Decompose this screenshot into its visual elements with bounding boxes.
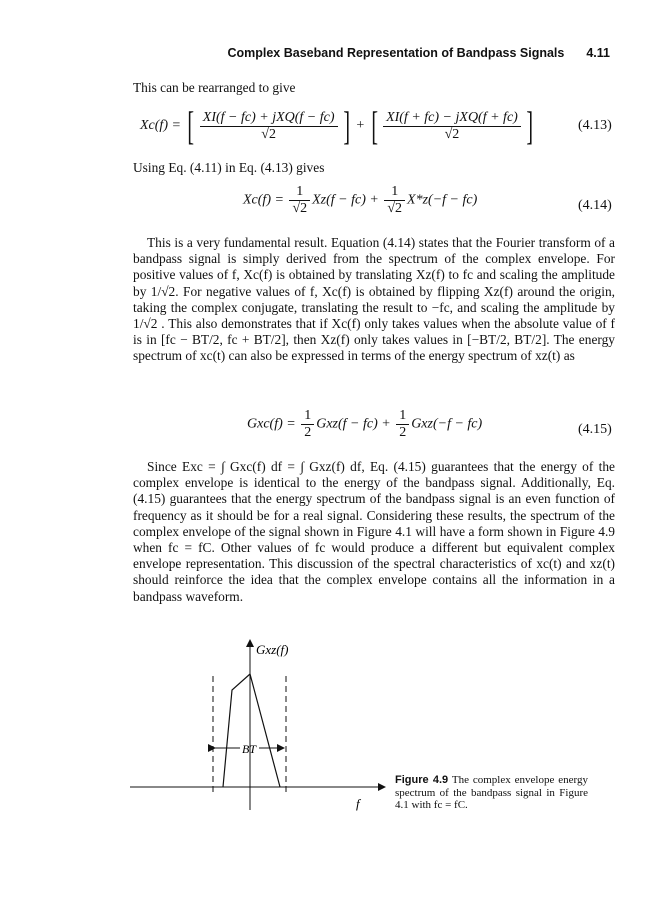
- figure-4-9: [120, 632, 390, 842]
- eq15-den1: 2: [304, 425, 312, 440]
- eq13-term2: XI(f + fc) − jXQ(f + fc): [383, 110, 521, 127]
- eq14-den1: √2: [292, 201, 308, 216]
- eq14-term2: X*z(−f − fc): [407, 192, 478, 208]
- eq13-lhs: Xc(f) =: [140, 118, 181, 134]
- figure-caption: [395, 774, 588, 812]
- eq15-den2: 2: [399, 425, 407, 440]
- intro-line: This can be rearranged to give: [133, 80, 296, 95]
- eq15-term1: Gxz(f − fc) +: [316, 416, 391, 432]
- eq14-term1: Xz(f − fc) +: [312, 192, 379, 208]
- equation-4-14: [243, 184, 477, 217]
- eq14-den2: √2: [387, 201, 403, 216]
- page-number: 4.11: [586, 46, 610, 60]
- eq13-den1: √2: [261, 126, 276, 142]
- eq13-frac-2: [383, 110, 521, 143]
- eq15-num1: 1: [301, 408, 314, 425]
- eq14-num1: 1: [289, 184, 310, 201]
- caption-text: The complex envelope energy spectrum of the bandpass signal in Figure 4.1 with fc = fC.: [395, 774, 588, 811]
- equation-4-13: [140, 103, 536, 148]
- header-title: Complex Baseband Representation of Bandpass Signals: [227, 46, 565, 60]
- equation-4-15: [247, 408, 482, 441]
- eq13-term1: XI(f − fc) + jXQ(f − fc): [200, 110, 338, 127]
- paragraph-1: This is a very fundamental result. Equation (4.14) states that the Fourier transform of a bandpass signal is simply derived from the spectrum of the complex envelope. For positive values of f, Xc(f) is obtained by translating Xz(f) to fc and scaling the amplitude by 1/√2. For negative values of f, Xc(f) is obtained by flipping Xz(f) around the origin, taking the complex conjugate, translating the result to −fc, and scaling the amplitude by 1/√2 . This also demonstrates that if Xc(f) only takes values when the absolute value of f is in [fc − BT/2, fc + BT/2], then Xz(f) only takes values in [−BT/2, BT/2]. The energy spectrum of xc(t) can also be expressed in terms of the energy spectrum of xz(t) as: [133, 235, 615, 364]
- eq15-frac-2: [396, 408, 409, 441]
- x-axis-label: f: [356, 796, 360, 811]
- bandwidth-label: BT: [242, 742, 257, 756]
- eq14-frac-2: [384, 184, 405, 217]
- eq13-right-bracket: ]: [342, 103, 350, 148]
- eq13-left-bracket-2: [: [371, 103, 378, 148]
- spectrum-curve: [223, 674, 280, 787]
- eq13-frac-1: [200, 110, 338, 143]
- eq13-plus: +: [356, 118, 365, 134]
- eq15-num2: 1: [396, 408, 409, 425]
- eq15-number: (4.15): [578, 422, 612, 437]
- eq14-num2: 1: [384, 184, 405, 201]
- paragraph-2: Since Exc = ∫ Gxc(f) df = ∫ Gxz(f) df, Eq. (4.15) guarantees that the energy of the complex envelope is identical to the energy of the bandpass signal. Additionally, Eq. (4.15) guarantees that the energy spectrum of the bandpass signal is an even function of frequency as it should be for a real signal. Considering these results, the spectrum of the complex envelope of the signal shown in Figure 4.1 will have a form shown in Figure 4.9 when fc = fC. Other values of fc would produce a different but equivalent complex envelope representation. This discussion of the spectral characteristics of xc(t) and xz(t) should reinforce the idea that the complex envelope contains all the information in a bandpass waveform.: [133, 459, 615, 604]
- eq14-frac-1: [289, 184, 310, 217]
- y-axis-label: Gxz(f): [256, 642, 289, 657]
- eq13-left-bracket: [: [187, 103, 195, 148]
- eq13-den2: √2: [444, 126, 460, 142]
- eq14-number: (4.14): [578, 198, 612, 213]
- running-header: [227, 46, 610, 60]
- eq13-right-bracket-2: ]: [526, 103, 533, 148]
- using-line: Using Eq. (4.11) in Eq. (4.13) gives: [133, 160, 325, 175]
- eq15-term2: Gxz(−f − fc): [411, 416, 483, 432]
- caption-label: Figure 4.9: [395, 774, 449, 786]
- eq15-frac-1: [301, 408, 314, 441]
- eq13-number: (4.13): [578, 118, 612, 133]
- eq15-lhs: Gxc(f) =: [247, 416, 296, 432]
- eq14-lhs: Xc(f) =: [243, 192, 284, 208]
